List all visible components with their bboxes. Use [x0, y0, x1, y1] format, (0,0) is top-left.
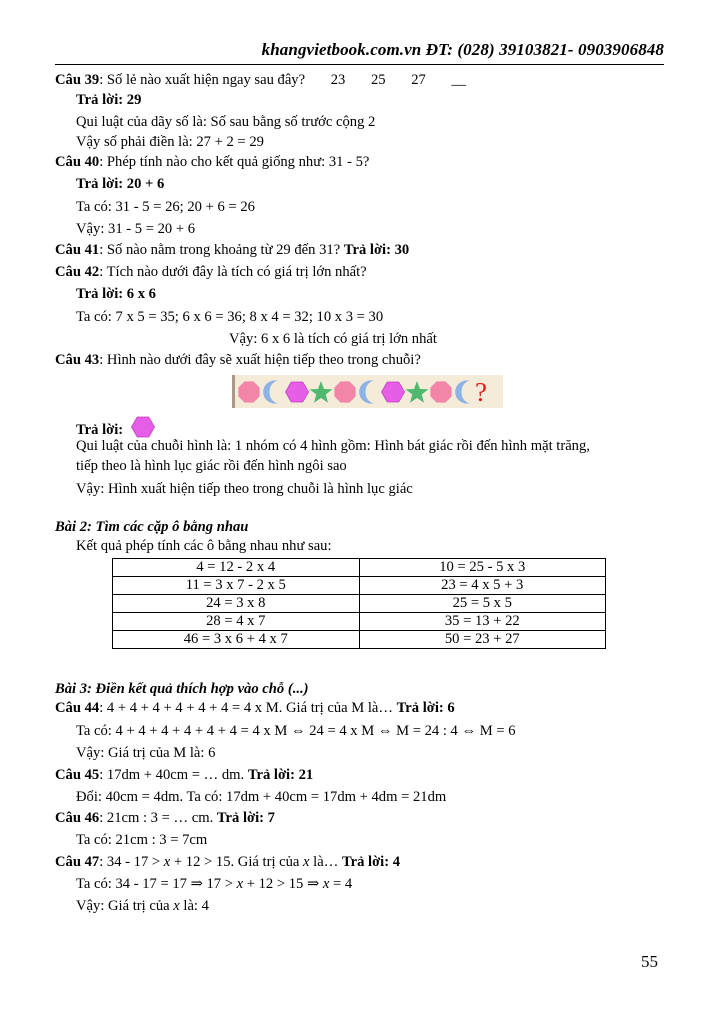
explanation-line: Vậy: 6 x 6 là tích có giá trị lớn nhất: [229, 331, 437, 347]
question-mark-icon: ?: [475, 376, 487, 407]
table-cell: 46 = 3 x 6 + 4 x 7: [113, 631, 360, 649]
shape-sequence-strip: [232, 375, 503, 408]
explanation-line: Vậy: 31 - 5 = 20 + 6: [76, 221, 196, 237]
moon-shape: [455, 380, 470, 403]
hexagon-icon: [285, 379, 309, 405]
table-cell: 24 = 3 x 8: [113, 595, 360, 613]
question-45: Câu 45: 17dm + 40cm = … dm. Trả lời: 21: [55, 767, 314, 783]
bai2-intro: Kết quả phép tính các ô bằng nhau như sau:: [76, 538, 332, 554]
star-icon: [309, 379, 333, 405]
explanation-line: Vậy số phải điền là: 27 + 2 = 29: [76, 134, 264, 150]
hexagon-shape: [131, 417, 154, 437]
section-title-bai3: Bài 3: Điền kết quả thích hợp vào chỗ (...): [55, 681, 309, 697]
table-cell: 28 = 4 x 7: [113, 613, 360, 631]
question-41: Câu 41: Số nào nằm trong khoảng từ 29 đến 31? Trả lời: 30: [55, 242, 410, 258]
moon-icon: [453, 379, 477, 405]
moon-icon: [357, 379, 381, 405]
explanation-line: Vậy: Hình xuất hiện tiếp theo trong chuỗi là hình lục giác: [76, 481, 413, 497]
number-sequence: 23 25 27 __: [330, 72, 467, 88]
moon-shape: [359, 380, 374, 403]
answer-43: Trả lời:: [76, 414, 155, 446]
star-icon: [405, 379, 429, 405]
answer-39: Trả lời: 29: [76, 92, 142, 108]
question-39: Câu 39: Số lẻ nào xuất hiện ngay sau đây? 23 25 27 __: [55, 72, 467, 88]
star-shape: [406, 381, 429, 403]
table-row: [113, 631, 606, 649]
section-title-bai2: Bài 2: Tìm các cặp ô bằng nhau: [55, 519, 249, 535]
answer-40: Trả lời: 20 + 6: [76, 176, 165, 192]
explanation-line: Qui luật của chuỗi hình là: 1 nhóm có 4 hình gồm: Hình bát giác rồi đến hình mặt trăng,: [76, 438, 590, 454]
equal-pairs-table: [112, 558, 606, 649]
octagon-icon: [429, 379, 453, 405]
table-row: [113, 577, 606, 595]
star-shape: [310, 381, 333, 403]
publisher-contact: khangvietbook.com.vn ĐT: (028) 39103821- 0903906848: [261, 40, 664, 59]
answer-42: Trả lời: 6 x 6: [76, 286, 156, 302]
page-number: 55: [641, 952, 658, 971]
blank: __: [451, 72, 467, 88]
octagon-shape: [430, 381, 451, 402]
table-cell: 35 = 13 + 22: [359, 613, 606, 631]
question-43: Câu 43: Hình nào dưới đây sẽ xuất hiện tiếp theo trong chuỗi?: [55, 352, 421, 368]
question-47: Câu 47: 34 - 17 > x + 12 > 15. Giá trị của x là… Trả lời: 4: [55, 854, 401, 870]
explanation-line: Qui luật của dãy số là: Số sau bằng số trước cộng 2: [76, 114, 376, 130]
octagon-icon: [237, 379, 261, 405]
hexagon-shape: [382, 382, 405, 402]
moon-icon: [261, 379, 285, 405]
page-header: [55, 40, 664, 65]
explanation-line: tiếp theo là hình lục giác rồi đến hình ngôi sao: [76, 458, 347, 474]
explanation-line: Ta có: 21cm : 3 = 7cm: [76, 832, 208, 848]
explanation-line: Vậy: Giá trị của x là: 4: [76, 898, 209, 914]
table-cell: 50 = 23 + 27: [359, 631, 606, 649]
octagon-shape: [334, 381, 355, 402]
question-44: Câu 44: 4 + 4 + 4 + 4 + 4 + 4 = 4 x M. Giá trị của M là… Trả lời: 6: [55, 700, 455, 716]
table-cell: 11 = 3 x 7 - 2 x 5: [113, 577, 360, 595]
hexagon-shape: [286, 382, 309, 402]
table-cell: 10 = 25 - 5 x 3: [359, 559, 606, 577]
explanation-line: Vậy: Giá trị của M là: 6: [76, 745, 216, 761]
table-cell: 23 = 4 x 5 + 3: [359, 577, 606, 595]
question-46: Câu 46: 21cm : 3 = … cm. Trả lời: 7: [55, 810, 275, 826]
explanation-line: Ta có: 7 x 5 = 35; 6 x 6 = 36; 8 x 4 = 32; 10 x 3 = 30: [76, 309, 384, 325]
explanation-line: Ta có: 31 - 5 = 26; 20 + 6 = 26: [76, 199, 255, 215]
moon-shape: [263, 380, 278, 403]
table-row: [113, 559, 606, 577]
table-cell: 25 = 5 x 5: [359, 595, 606, 613]
explanation-line: Ta có: 34 - 17 = 17 ⇒ 17 > x + 12 > 15 ⇒ x = 4: [76, 876, 353, 892]
octagon-icon: [333, 379, 357, 405]
table-row: [113, 595, 606, 613]
question-42: Câu 42: Tích nào dưới đây là tích có giá trị lớn nhất?: [55, 264, 367, 280]
hexagon-icon: [381, 379, 405, 405]
question-40: Câu 40: Phép tính nào cho kết quả giống như: 31 - 5?: [55, 154, 370, 170]
octagon-shape: [238, 381, 259, 402]
table-cell: 4 = 12 - 2 x 4: [113, 559, 360, 577]
explanation-line: Đổi: 40cm = 4dm. Ta có: 17dm + 40cm = 17dm + 4dm = 21dm: [76, 789, 447, 805]
table-row: [113, 613, 606, 631]
explanation-line: Ta có: 4 + 4 + 4 + 4 + 4 + 4 = 4 x M ⇔ 24 = 4 x M ⇔ M = 24 : 4 ⇔ M = 6: [76, 723, 516, 739]
